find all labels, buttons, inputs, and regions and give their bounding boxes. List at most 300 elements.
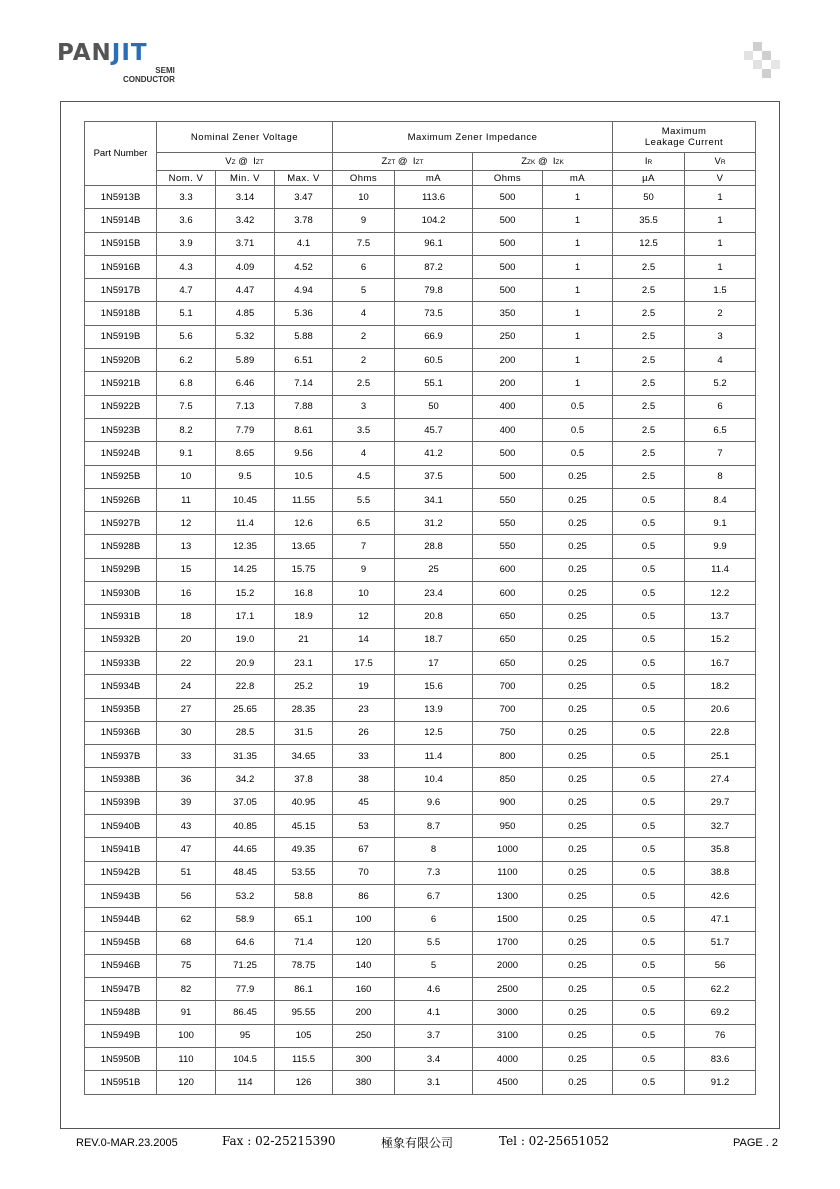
value-cell: 18.9 [275,605,333,628]
value-cell: 71.4 [275,931,333,954]
value-cell: 31.2 [395,512,473,535]
value-cell: 500 [473,186,543,209]
value-cell: 6.5 [333,512,395,535]
value-cell: 6.7 [395,884,473,907]
unit-header: µA [613,171,685,186]
table-row [85,675,756,698]
value-cell: 8.7 [395,815,473,838]
value-cell: 120 [157,1071,216,1094]
value-cell: 200 [333,1001,395,1024]
value-cell: 0.25 [543,978,613,1001]
value-cell: 95 [216,1024,275,1047]
value-cell: 56 [685,954,756,977]
value-cell: 5.32 [216,325,275,348]
table-row [85,861,756,884]
value-cell: 550 [473,512,543,535]
ir-symbol-header: IR [613,153,685,171]
value-cell: 0.25 [543,745,613,768]
value-cell: 380 [333,1071,395,1094]
value-cell: 0.5 [613,1024,685,1047]
table-row [85,279,756,302]
value-cell: 40.85 [216,815,275,838]
part-number-cell: 1N5929B [85,558,157,581]
value-cell: 67 [333,838,395,861]
value-cell: 0.5 [613,535,685,558]
value-cell: 700 [473,698,543,721]
value-cell: 2 [333,325,395,348]
value-cell: 0.25 [543,488,613,511]
value-cell: 9.6 [395,791,473,814]
value-cell: 0.25 [543,1001,613,1024]
value-cell: 4000 [473,1047,543,1070]
value-cell: 3000 [473,1001,543,1024]
value-cell: 3.6 [157,209,216,232]
value-cell: 31.35 [216,745,275,768]
value-cell: 71.25 [216,954,275,977]
value-cell: 2.5 [613,465,685,488]
value-cell: 87.2 [395,255,473,278]
value-cell: 4.7 [157,279,216,302]
value-cell: 4.1 [275,232,333,255]
value-cell: 8.61 [275,418,333,441]
revision-text: REV.0-MAR.23.2005 [76,1137,178,1149]
value-cell: 10 [333,582,395,605]
value-cell: 23 [333,698,395,721]
header-row-units [85,171,756,186]
value-cell: 12.5 [613,232,685,255]
value-cell: 6.46 [216,372,275,395]
value-cell: 1 [543,372,613,395]
value-cell: 3.7 [395,1024,473,1047]
value-cell: 28.8 [395,535,473,558]
value-cell: 0.5 [613,558,685,581]
value-cell: 0.25 [543,698,613,721]
value-cell: 100 [333,908,395,931]
value-cell: 4500 [473,1071,543,1094]
value-cell: 0.25 [543,721,613,744]
value-cell: 0.5 [613,931,685,954]
table-row [85,418,756,441]
value-cell: 16.7 [685,651,756,674]
value-cell: 0.25 [543,791,613,814]
value-cell: 12.6 [275,512,333,535]
part-number-cell: 1N5948B [85,1001,157,1024]
table-row [85,1001,756,1024]
value-cell: 10.5 [275,465,333,488]
value-cell: 0.25 [543,1024,613,1047]
value-cell: 7.14 [275,372,333,395]
part-number-cell: 1N5932B [85,628,157,651]
value-cell: 0.25 [543,931,613,954]
value-cell: 47 [157,838,216,861]
value-cell: 37.5 [395,465,473,488]
table-row [85,325,756,348]
value-cell: 120 [333,931,395,954]
value-cell: 113.6 [395,186,473,209]
value-cell: 34.1 [395,488,473,511]
max-impedance-header: Maximum Zener Impedance [333,122,613,153]
value-cell: 3 [685,325,756,348]
value-cell: 19 [333,675,395,698]
value-cell: 2.5 [613,255,685,278]
value-cell: 9.1 [157,442,216,465]
value-cell: 76 [685,1024,756,1047]
unit-header: Ohms [333,171,395,186]
company-logo [57,40,197,90]
part-number-cell: 1N5944B [85,908,157,931]
value-cell: 20.8 [395,605,473,628]
value-cell: 11.4 [685,558,756,581]
value-cell: 0.25 [543,535,613,558]
value-cell: 38 [333,768,395,791]
value-cell: 0.25 [543,628,613,651]
unit-header: Min. V [216,171,275,186]
value-cell: 0.5 [613,651,685,674]
table-row [85,349,756,372]
part-number-cell: 1N5949B [85,1024,157,1047]
value-cell: 4.3 [157,255,216,278]
part-number-cell: 1N5916B [85,255,157,278]
value-cell: 1 [543,349,613,372]
value-cell: 4.6 [395,978,473,1001]
value-cell: 96.1 [395,232,473,255]
zzk-symbol-header: ZZK @ IZK [473,153,613,171]
value-cell: 4.94 [275,279,333,302]
table-row [85,628,756,651]
value-cell: 250 [333,1024,395,1047]
value-cell: 0.25 [543,908,613,931]
value-cell: 750 [473,721,543,744]
value-cell: 850 [473,768,543,791]
part-number-cell: 1N5922B [85,395,157,418]
value-cell: 7.13 [216,395,275,418]
value-cell: 650 [473,605,543,628]
value-cell: 33 [333,745,395,768]
value-cell: 0.5 [613,768,685,791]
value-cell: 2.5 [613,325,685,348]
part-number-cell: 1N5951B [85,1071,157,1094]
value-cell: 35.8 [685,838,756,861]
zzt-symbol-header: ZZT @ IZT [333,153,473,171]
value-cell: 900 [473,791,543,814]
part-number-header: Part Number [85,122,157,186]
table-body [85,186,756,1095]
value-cell: 13.9 [395,698,473,721]
value-cell: 15.2 [216,582,275,605]
value-cell: 0.5 [613,791,685,814]
part-number-cell: 1N5913B [85,186,157,209]
value-cell: 2.5 [613,442,685,465]
table-row [85,302,756,325]
value-cell: 0.5 [613,1001,685,1024]
value-cell: 1 [543,186,613,209]
value-cell: 37.8 [275,768,333,791]
value-cell: 65.1 [275,908,333,931]
logo-wordmark [57,40,148,66]
part-number-cell: 1N5927B [85,512,157,535]
part-number-cell: 1N5935B [85,698,157,721]
value-cell: 2.5 [333,372,395,395]
value-cell: 66.9 [395,325,473,348]
part-number-cell: 1N5941B [85,838,157,861]
table-row [85,815,756,838]
value-cell: 0.5 [613,675,685,698]
leakage-current-header [613,122,756,153]
value-cell: 0.25 [543,838,613,861]
table-row [85,488,756,511]
value-cell: 104.5 [216,1047,275,1070]
value-cell: 27.4 [685,768,756,791]
value-cell: 5.5 [333,488,395,511]
value-cell: 6 [685,395,756,418]
value-cell: 2.5 [613,302,685,325]
part-number-cell: 1N5930B [85,582,157,605]
unit-header: mA [395,171,473,186]
value-cell: 500 [473,255,543,278]
value-cell: 2.5 [613,349,685,372]
leakage-header-line1: Maximum [661,126,707,137]
logo-brand-a: PAN [57,40,112,66]
table-row [85,838,756,861]
value-cell: 10 [157,465,216,488]
unit-header: Nom. V [157,171,216,186]
value-cell: 36 [157,768,216,791]
value-cell: 31.5 [275,721,333,744]
part-number-cell: 1N5925B [85,465,157,488]
value-cell: 1.5 [685,279,756,302]
part-number-cell: 1N5919B [85,325,157,348]
value-cell: 114 [216,1071,275,1094]
unit-header: V [685,171,756,186]
value-cell: 16.8 [275,582,333,605]
value-cell: 26 [333,721,395,744]
value-cell: 53.2 [216,884,275,907]
value-cell: 9.1 [685,512,756,535]
value-cell: 9.5 [216,465,275,488]
value-cell: 1 [685,232,756,255]
value-cell: 950 [473,815,543,838]
part-number-cell: 1N5942B [85,861,157,884]
value-cell: 51 [157,861,216,884]
value-cell: 200 [473,372,543,395]
value-cell: 4.5 [333,465,395,488]
logo-subtitle [123,66,175,84]
table-row [85,745,756,768]
value-cell: 2500 [473,978,543,1001]
part-number-cell: 1N5915B [85,232,157,255]
value-cell: 27 [157,698,216,721]
table-row [85,931,756,954]
value-cell: 8.4 [685,488,756,511]
value-cell: 0.5 [613,884,685,907]
value-cell: 0.25 [543,675,613,698]
value-cell: 70 [333,861,395,884]
value-cell: 6 [333,255,395,278]
value-cell: 50 [613,186,685,209]
value-cell: 2.5 [613,395,685,418]
part-number-cell: 1N5940B [85,815,157,838]
zener-spec-table [84,121,756,1095]
value-cell: 19.0 [216,628,275,651]
part-number-cell: 1N5920B [85,349,157,372]
table-row [85,535,756,558]
value-cell: 0.25 [543,465,613,488]
value-cell: 0.25 [543,651,613,674]
value-cell: 38.8 [685,861,756,884]
value-cell: 13.7 [685,605,756,628]
table-row [85,721,756,744]
part-number-cell: 1N5950B [85,1047,157,1070]
value-cell: 49.35 [275,838,333,861]
value-cell: 58.9 [216,908,275,931]
value-cell: 3.9 [157,232,216,255]
value-cell: 0.5 [613,628,685,651]
value-cell: 6.5 [685,418,756,441]
value-cell: 25 [395,558,473,581]
table-row [85,442,756,465]
value-cell: 5 [395,954,473,977]
value-cell: 500 [473,279,543,302]
unit-header: Ohms [473,171,543,186]
value-cell: 1 [685,255,756,278]
value-cell: 12.35 [216,535,275,558]
value-cell: 0.25 [543,884,613,907]
value-cell: 4.85 [216,302,275,325]
value-cell: 4.47 [216,279,275,302]
value-cell: 110 [157,1047,216,1070]
value-cell: 25.1 [685,745,756,768]
table-row [85,1024,756,1047]
value-cell: 0.25 [543,954,613,977]
value-cell: 25.65 [216,698,275,721]
value-cell: 62 [157,908,216,931]
part-number-cell: 1N5924B [85,442,157,465]
value-cell: 11.55 [275,488,333,511]
part-number-cell: 1N5923B [85,418,157,441]
value-cell: 350 [473,302,543,325]
value-cell: 82 [157,978,216,1001]
value-cell: 15 [157,558,216,581]
value-cell: 12.2 [685,582,756,605]
unit-header: mA [543,171,613,186]
value-cell: 4.1 [395,1001,473,1024]
value-cell: 2.5 [613,279,685,302]
value-cell: 2.5 [613,372,685,395]
value-cell: 0.5 [613,1047,685,1070]
value-cell: 0.5 [543,395,613,418]
table-row [85,372,756,395]
value-cell: 140 [333,954,395,977]
value-cell: 20.9 [216,651,275,674]
value-cell: 2.5 [613,418,685,441]
value-cell: 10.45 [216,488,275,511]
tel-number: Tel : 02-25651052 [499,1134,610,1148]
table-row [85,209,756,232]
value-cell: 0.25 [543,605,613,628]
value-cell: 18.7 [395,628,473,651]
part-number-cell: 1N5917B [85,279,157,302]
value-cell: 28.5 [216,721,275,744]
value-cell: 7.5 [157,395,216,418]
value-cell: 78.75 [275,954,333,977]
part-number-cell: 1N5926B [85,488,157,511]
value-cell: 0.25 [543,1071,613,1094]
value-cell: 16 [157,582,216,605]
leakage-header-line2: Leakage Current [644,137,724,148]
value-cell: 500 [473,232,543,255]
value-cell: 10 [333,186,395,209]
value-cell: 5.2 [685,372,756,395]
value-cell: 2000 [473,954,543,977]
value-cell: 500 [473,465,543,488]
table-row [85,908,756,931]
value-cell: 9 [333,209,395,232]
value-cell: 34.65 [275,745,333,768]
value-cell: 3.5 [333,418,395,441]
value-cell: 1 [543,255,613,278]
value-cell: 79.8 [395,279,473,302]
part-number-cell: 1N5933B [85,651,157,674]
value-cell: 0.5 [543,442,613,465]
value-cell: 7.3 [395,861,473,884]
value-cell: 300 [333,1047,395,1070]
value-cell: 6.51 [275,349,333,372]
value-cell: 1 [543,302,613,325]
table-row [85,884,756,907]
part-number-cell: 1N5918B [85,302,157,325]
value-cell: 58.8 [275,884,333,907]
value-cell: 43 [157,815,216,838]
value-cell: 400 [473,418,543,441]
value-cell: 3.4 [395,1047,473,1070]
value-cell: 14.25 [216,558,275,581]
value-cell: 7.5 [333,232,395,255]
value-cell: 83.6 [685,1047,756,1070]
value-cell: 12.5 [395,721,473,744]
value-cell: 9 [333,558,395,581]
value-cell: 55.1 [395,372,473,395]
value-cell: 77.9 [216,978,275,1001]
value-cell: 250 [473,325,543,348]
value-cell: 5.89 [216,349,275,372]
value-cell: 3.1 [395,1071,473,1094]
value-cell: 17.1 [216,605,275,628]
value-cell: 0.5 [543,418,613,441]
table-row [85,1047,756,1070]
value-cell: 86.1 [275,978,333,1001]
value-cell: 56 [157,884,216,907]
value-cell: 9.9 [685,535,756,558]
value-cell: 105 [275,1024,333,1047]
value-cell: 0.25 [543,558,613,581]
value-cell: 1 [685,209,756,232]
logo-subtitle-line1: SEMI [155,66,175,75]
value-cell: 45.7 [395,418,473,441]
value-cell: 0.5 [613,838,685,861]
part-number-cell: 1N5937B [85,745,157,768]
value-cell: 23.4 [395,582,473,605]
value-cell: 12 [157,512,216,535]
value-cell: 20.6 [685,698,756,721]
value-cell: 4 [333,442,395,465]
company-name: 極象有限公司 [381,1136,454,1150]
value-cell: 4.09 [216,255,275,278]
table-row [85,978,756,1001]
value-cell: 41.2 [395,442,473,465]
part-number-cell: 1N5945B [85,931,157,954]
value-cell: 86 [333,884,395,907]
value-cell: 6 [395,908,473,931]
